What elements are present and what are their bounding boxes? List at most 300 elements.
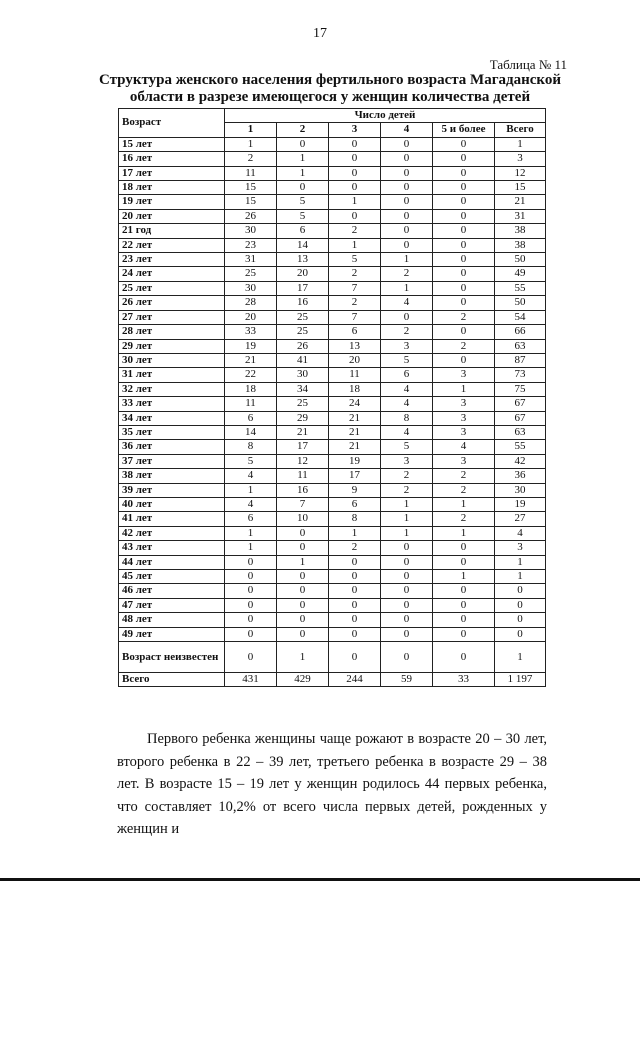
value-cell: 1 — [277, 152, 329, 166]
value-cell: 19 — [225, 339, 277, 353]
table-row — [119, 253, 546, 267]
value-cell: 0 — [433, 555, 495, 569]
value-cell: 34 — [277, 382, 329, 396]
value-cell: 25 — [277, 325, 329, 339]
value-cell: 0 — [433, 137, 495, 151]
age-cell: 16 лет — [119, 152, 225, 166]
value-cell: 0 — [277, 570, 329, 584]
value-cell: 0 — [225, 584, 277, 598]
value-cell: 2 — [381, 267, 433, 281]
value-cell: 0 — [225, 627, 277, 641]
value-cell: 1 — [329, 238, 381, 252]
table-row — [119, 526, 546, 540]
table-row — [119, 353, 546, 367]
value-cell: 30 — [495, 483, 546, 497]
value-cell: 6 — [225, 512, 277, 526]
value-cell: 55 — [495, 440, 546, 454]
value-cell: 63 — [495, 339, 546, 353]
body-paragraph: Первого ребенка женщины чаще рожают в возрасте 20 – 30 лет, второго ребенка в 22 – 39 лет, третьего ребенка в возрасте 29 – 38 лет. В возрасте 15 – 19 лет у женщин родилось 44 первых ребенка, что составляет 10,2% от всего числа первых детей, рожденных у женщин и — [117, 731, 547, 837]
value-cell: 6 — [277, 224, 329, 238]
value-cell: 0 — [329, 598, 381, 612]
value-cell: 1 — [381, 281, 433, 295]
value-cell: 8 — [225, 440, 277, 454]
value-cell: 9 — [329, 483, 381, 497]
age-cell: 34 лет — [119, 411, 225, 425]
value-cell: 0 — [381, 598, 433, 612]
value-cell: 0 — [433, 195, 495, 209]
value-cell: 0 — [329, 209, 381, 223]
value-cell: 2 — [329, 541, 381, 555]
value-cell: 0 — [329, 613, 381, 627]
table-row — [119, 281, 546, 295]
value-cell: 21 — [225, 353, 277, 367]
column-header: 1 — [225, 123, 277, 137]
age-cell: Всего — [119, 673, 225, 687]
value-cell: 1 — [495, 137, 546, 151]
value-cell: 0 — [495, 584, 546, 598]
table-row — [119, 497, 546, 511]
page-number: 17 — [313, 26, 327, 41]
age-cell: 32 лет — [119, 382, 225, 396]
value-cell: 0 — [381, 555, 433, 569]
value-cell: 1 — [277, 166, 329, 180]
age-cell: 47 лет — [119, 598, 225, 612]
value-cell: 0 — [225, 598, 277, 612]
value-cell: 22 — [225, 368, 277, 382]
bottom-rule — [0, 878, 640, 881]
value-cell: 0 — [381, 152, 433, 166]
table-row — [119, 397, 546, 411]
value-cell: 0 — [225, 570, 277, 584]
value-cell: 0 — [225, 555, 277, 569]
age-cell: 23 лет — [119, 253, 225, 267]
age-cell: 44 лет — [119, 555, 225, 569]
value-cell: 1 — [381, 497, 433, 511]
value-cell: 30 — [277, 368, 329, 382]
data-table — [118, 108, 546, 687]
value-cell: 3 — [433, 454, 495, 468]
table-row — [119, 613, 546, 627]
value-cell: 0 — [433, 238, 495, 252]
value-cell: 73 — [495, 368, 546, 382]
value-cell: 15 — [495, 181, 546, 195]
table-row — [119, 512, 546, 526]
table-body — [119, 137, 546, 687]
value-cell: 0 — [433, 253, 495, 267]
value-cell: 7 — [329, 310, 381, 324]
value-cell: 1 — [329, 526, 381, 540]
table-row — [119, 152, 546, 166]
value-cell: 6 — [225, 411, 277, 425]
value-cell: 0 — [433, 209, 495, 223]
value-cell: 0 — [277, 598, 329, 612]
value-cell: 2 — [433, 339, 495, 353]
value-cell: 0 — [381, 195, 433, 209]
value-cell: 0 — [277, 541, 329, 555]
value-cell: 26 — [277, 339, 329, 353]
value-cell: 13 — [329, 339, 381, 353]
table-row — [119, 541, 546, 555]
value-cell: 1 — [433, 382, 495, 396]
value-cell: 0 — [433, 541, 495, 555]
table-row — [119, 598, 546, 612]
age-cell: 49 лет — [119, 627, 225, 641]
value-cell: 4 — [225, 497, 277, 511]
value-cell: 8 — [329, 512, 381, 526]
value-cell: 4 — [381, 425, 433, 439]
value-cell: 4 — [381, 382, 433, 396]
value-cell: 0 — [433, 166, 495, 180]
age-cell: 40 лет — [119, 497, 225, 511]
value-cell: 429 — [277, 673, 329, 687]
column-header: 4 — [381, 123, 433, 137]
value-cell: 16 — [277, 296, 329, 310]
value-cell: 0 — [277, 181, 329, 195]
table-row — [119, 296, 546, 310]
value-cell: 17 — [329, 469, 381, 483]
column-header: Всего — [495, 123, 546, 137]
value-cell: 3 — [433, 411, 495, 425]
total-row — [119, 673, 546, 687]
value-cell: 1 — [433, 526, 495, 540]
column-header: 5 и более — [433, 123, 495, 137]
value-cell: 1 — [381, 253, 433, 267]
value-cell: 1 — [277, 642, 329, 673]
age-cell: 48 лет — [119, 613, 225, 627]
value-cell: 38 — [495, 238, 546, 252]
column-header: 3 — [329, 123, 381, 137]
value-cell: 3 — [495, 152, 546, 166]
value-cell: 23 — [225, 238, 277, 252]
value-cell: 19 — [495, 497, 546, 511]
value-cell: 0 — [277, 613, 329, 627]
table-row — [119, 310, 546, 324]
value-cell: 0 — [381, 584, 433, 598]
value-cell: 0 — [381, 224, 433, 238]
age-cell: 22 лет — [119, 238, 225, 252]
value-cell: 1 — [433, 497, 495, 511]
age-cell: 18 лет — [119, 181, 225, 195]
table-row — [119, 267, 546, 281]
value-cell: 21 — [495, 195, 546, 209]
value-cell: 0 — [277, 627, 329, 641]
age-cell: 15 лет — [119, 137, 225, 151]
value-cell: 55 — [495, 281, 546, 295]
value-cell: 18 — [329, 382, 381, 396]
table-row — [119, 469, 546, 483]
value-cell: 31 — [495, 209, 546, 223]
value-cell: 2 — [329, 267, 381, 281]
value-cell: 0 — [329, 584, 381, 598]
age-cell: 29 лет — [119, 339, 225, 353]
value-cell: 42 — [495, 454, 546, 468]
value-cell: 59 — [381, 673, 433, 687]
value-cell: 0 — [329, 570, 381, 584]
age-cell: 41 лет — [119, 512, 225, 526]
table-row — [119, 483, 546, 497]
value-cell: 0 — [381, 238, 433, 252]
value-cell: 0 — [277, 137, 329, 151]
value-cell: 0 — [381, 570, 433, 584]
age-cell: 46 лет — [119, 584, 225, 598]
age-cell: 21 год — [119, 224, 225, 238]
value-cell: 2 — [433, 469, 495, 483]
age-cell: 27 лет — [119, 310, 225, 324]
value-cell: 11 — [225, 397, 277, 411]
value-cell: 36 — [495, 469, 546, 483]
table-row — [119, 425, 546, 439]
value-cell: 0 — [381, 166, 433, 180]
value-cell: 14 — [225, 425, 277, 439]
value-cell: 0 — [277, 584, 329, 598]
age-cell: 28 лет — [119, 325, 225, 339]
value-cell: 0 — [433, 598, 495, 612]
value-cell: 6 — [381, 368, 433, 382]
value-cell: 0 — [381, 209, 433, 223]
age-cell: 37 лет — [119, 454, 225, 468]
value-cell: 33 — [433, 673, 495, 687]
value-cell: 4 — [433, 440, 495, 454]
value-cell: 0 — [495, 598, 546, 612]
age-cell: 33 лет — [119, 397, 225, 411]
table-row — [119, 339, 546, 353]
value-cell: 0 — [495, 627, 546, 641]
value-cell: 0 — [381, 181, 433, 195]
value-cell: 3 — [495, 541, 546, 555]
value-cell: 4 — [381, 296, 433, 310]
value-cell: 17 — [277, 281, 329, 295]
value-cell: 21 — [329, 411, 381, 425]
value-cell: 18 — [225, 382, 277, 396]
age-column-header: Возраст — [119, 109, 225, 138]
value-cell: 1 — [225, 541, 277, 555]
value-cell: 10 — [277, 512, 329, 526]
age-cell: 17 лет — [119, 166, 225, 180]
value-cell: 1 — [225, 483, 277, 497]
value-cell: 2 — [225, 152, 277, 166]
value-cell: 0 — [433, 267, 495, 281]
value-cell: 3 — [381, 339, 433, 353]
table-row — [119, 555, 546, 569]
value-cell: 1 — [495, 555, 546, 569]
age-cell: 26 лет — [119, 296, 225, 310]
table-row — [119, 195, 546, 209]
value-cell: 0 — [381, 613, 433, 627]
value-cell: 6 — [329, 325, 381, 339]
age-cell: 30 лет — [119, 353, 225, 367]
value-cell: 21 — [277, 425, 329, 439]
table-row — [119, 627, 546, 641]
value-cell: 24 — [329, 397, 381, 411]
value-cell: 15 — [225, 181, 277, 195]
age-cell: 31 лет — [119, 368, 225, 382]
value-cell: 0 — [329, 642, 381, 673]
value-cell: 0 — [381, 310, 433, 324]
value-cell: 3 — [433, 397, 495, 411]
value-cell: 29 — [277, 411, 329, 425]
value-cell: 11 — [277, 469, 329, 483]
value-cell: 21 — [329, 440, 381, 454]
value-cell: 0 — [329, 152, 381, 166]
value-cell: 0 — [381, 541, 433, 555]
value-cell: 3 — [433, 368, 495, 382]
value-cell: 25 — [277, 397, 329, 411]
age-cell: 43 лет — [119, 541, 225, 555]
age-cell: 36 лет — [119, 440, 225, 454]
value-cell: 17 — [277, 440, 329, 454]
age-cell: 20 лет — [119, 209, 225, 223]
age-cell: 42 лет — [119, 526, 225, 540]
value-cell: 5 — [329, 253, 381, 267]
value-cell: 244 — [329, 673, 381, 687]
value-cell: 4 — [381, 397, 433, 411]
value-cell: 0 — [433, 181, 495, 195]
table-row — [119, 382, 546, 396]
value-cell: 7 — [329, 281, 381, 295]
value-cell: 14 — [277, 238, 329, 252]
value-cell: 5 — [381, 440, 433, 454]
value-cell: 67 — [495, 397, 546, 411]
value-cell: 0 — [381, 137, 433, 151]
value-cell: 3 — [433, 425, 495, 439]
value-cell: 75 — [495, 382, 546, 396]
value-cell: 50 — [495, 296, 546, 310]
value-cell: 20 — [225, 310, 277, 324]
value-cell: 33 — [225, 325, 277, 339]
value-cell: 0 — [433, 224, 495, 238]
value-cell: 3 — [381, 454, 433, 468]
table-row — [119, 440, 546, 454]
value-cell: 1 — [277, 555, 329, 569]
value-cell: 4 — [495, 526, 546, 540]
value-cell: 0 — [433, 296, 495, 310]
value-cell: 0 — [495, 613, 546, 627]
value-cell: 12 — [277, 454, 329, 468]
table-row — [119, 411, 546, 425]
value-cell: 0 — [329, 627, 381, 641]
value-cell: 0 — [329, 166, 381, 180]
value-cell: 1 — [381, 526, 433, 540]
value-cell: 2 — [433, 310, 495, 324]
age-cell: 35 лет — [119, 425, 225, 439]
value-cell: 20 — [329, 353, 381, 367]
value-cell: 0 — [277, 526, 329, 540]
table-row — [119, 325, 546, 339]
value-cell: 0 — [433, 627, 495, 641]
value-cell: 0 — [329, 137, 381, 151]
table-row — [119, 181, 546, 195]
value-cell: 0 — [433, 613, 495, 627]
value-cell: 2 — [329, 296, 381, 310]
age-cell: 19 лет — [119, 195, 225, 209]
value-cell: 30 — [225, 224, 277, 238]
value-cell: 50 — [495, 253, 546, 267]
value-cell: 1 — [225, 137, 277, 151]
value-cell: 0 — [433, 642, 495, 673]
value-cell: 27 — [495, 512, 546, 526]
value-cell: 1 — [433, 570, 495, 584]
value-cell: 11 — [225, 166, 277, 180]
value-cell: 0 — [433, 152, 495, 166]
value-cell: 13 — [277, 253, 329, 267]
value-cell: 41 — [277, 353, 329, 367]
value-cell: 0 — [329, 555, 381, 569]
table-row — [119, 224, 546, 238]
value-cell: 54 — [495, 310, 546, 324]
value-cell: 2 — [433, 512, 495, 526]
table-row — [119, 368, 546, 382]
age-cell: 45 лет — [119, 570, 225, 584]
value-cell: 31 — [225, 253, 277, 267]
value-cell: 4 — [225, 469, 277, 483]
value-cell: 7 — [277, 497, 329, 511]
table-title: Структура женского населения фертильного возраста Магаданской области в разрезе имеющегося у женщин количества детей — [98, 72, 561, 105]
value-cell: 0 — [225, 613, 277, 627]
table-row — [119, 166, 546, 180]
value-cell: 6 — [329, 497, 381, 511]
age-cell: 39 лет — [119, 483, 225, 497]
age-cell: 24 лет — [119, 267, 225, 281]
value-cell: 26 — [225, 209, 277, 223]
value-cell: 2 — [381, 483, 433, 497]
value-cell: 0 — [381, 627, 433, 641]
value-cell: 1 — [495, 570, 546, 584]
table-row — [119, 209, 546, 223]
value-cell: 0 — [433, 325, 495, 339]
value-cell: 1 — [495, 642, 546, 673]
value-cell: 0 — [433, 353, 495, 367]
value-cell: 66 — [495, 325, 546, 339]
value-cell: 87 — [495, 353, 546, 367]
value-cell: 0 — [433, 584, 495, 598]
value-cell: 11 — [329, 368, 381, 382]
value-cell: 2 — [381, 469, 433, 483]
value-cell: 21 — [329, 425, 381, 439]
value-cell: 25 — [277, 310, 329, 324]
value-cell: 16 — [277, 483, 329, 497]
value-cell: 5 — [277, 195, 329, 209]
value-cell: 5 — [381, 353, 433, 367]
value-cell: 30 — [225, 281, 277, 295]
value-cell: 1 — [329, 195, 381, 209]
table-row — [119, 454, 546, 468]
value-cell: 2 — [329, 224, 381, 238]
table-row — [119, 238, 546, 252]
value-cell: 2 — [433, 483, 495, 497]
value-cell: 1 — [381, 512, 433, 526]
value-cell: 8 — [381, 411, 433, 425]
value-cell: 0 — [225, 642, 277, 673]
age-cell: 38 лет — [119, 469, 225, 483]
column-header: 2 — [277, 123, 329, 137]
value-cell: 1 197 — [495, 673, 546, 687]
value-cell: 431 — [225, 673, 277, 687]
value-cell: 49 — [495, 267, 546, 281]
value-cell: 1 — [225, 526, 277, 540]
value-cell: 5 — [225, 454, 277, 468]
value-cell: 63 — [495, 425, 546, 439]
value-cell: 20 — [277, 267, 329, 281]
value-cell: 25 — [225, 267, 277, 281]
value-cell: 12 — [495, 166, 546, 180]
value-cell: 0 — [329, 181, 381, 195]
value-cell: 67 — [495, 411, 546, 425]
value-cell: 0 — [381, 642, 433, 673]
table-row — [119, 137, 546, 151]
value-cell: 0 — [433, 281, 495, 295]
value-cell: 19 — [329, 454, 381, 468]
value-cell: 15 — [225, 195, 277, 209]
